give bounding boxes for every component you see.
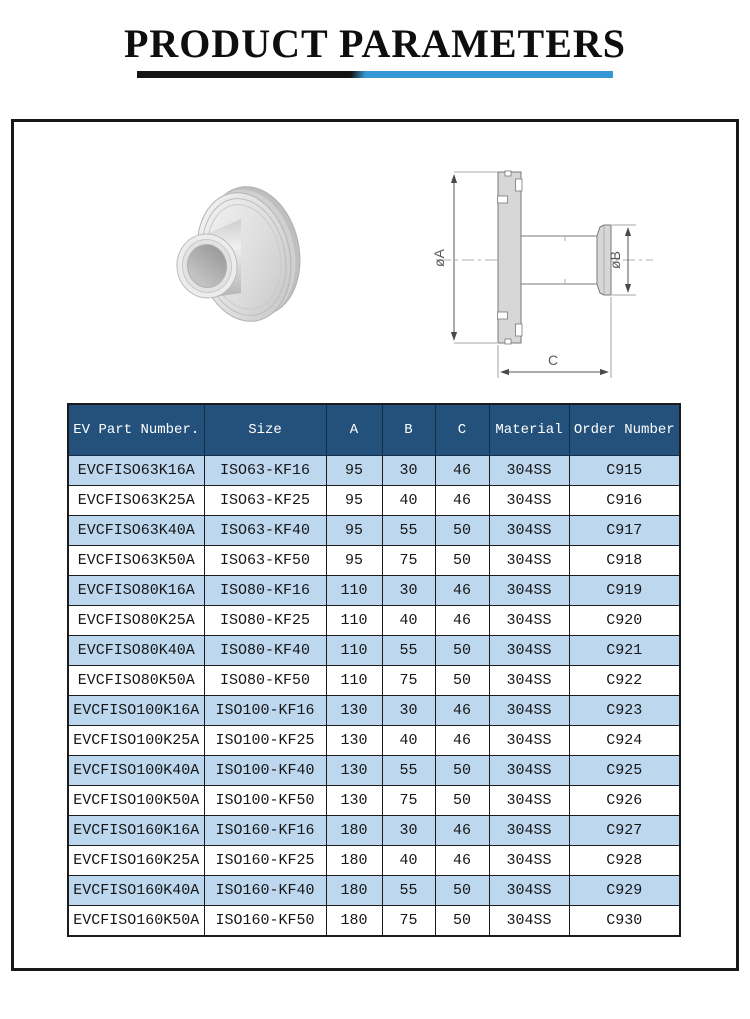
table-cell: C929 bbox=[569, 876, 680, 906]
iso-flange-plate bbox=[498, 171, 523, 344]
column-header: EV Part Number. bbox=[68, 404, 204, 456]
table-cell: 50 bbox=[435, 516, 489, 546]
table-cell: ISO63-KF25 bbox=[204, 486, 326, 516]
table-cell: 30 bbox=[382, 816, 435, 846]
table-cell: EVCFISO63K16A bbox=[68, 456, 204, 486]
table-cell: 50 bbox=[435, 636, 489, 666]
dimension-drawing bbox=[425, 148, 665, 398]
table-cell: 180 bbox=[326, 876, 382, 906]
table-cell: 50 bbox=[435, 546, 489, 576]
table-cell: 95 bbox=[326, 546, 382, 576]
column-header: Size bbox=[204, 404, 326, 456]
table-cell: 50 bbox=[435, 876, 489, 906]
table-cell: EVCFISO160K16A bbox=[68, 816, 204, 846]
table-cell: 304SS bbox=[489, 816, 569, 846]
table-cell: 110 bbox=[326, 666, 382, 696]
table-cell: 304SS bbox=[489, 546, 569, 576]
table-row bbox=[68, 786, 680, 816]
table-cell: C927 bbox=[569, 816, 680, 846]
table-cell: EVCFISO100K16A bbox=[68, 696, 204, 726]
table-cell: 46 bbox=[435, 606, 489, 636]
table-cell: 30 bbox=[382, 696, 435, 726]
table-row bbox=[68, 486, 680, 516]
table-cell: 304SS bbox=[489, 876, 569, 906]
table-cell: C916 bbox=[569, 486, 680, 516]
table-cell: 180 bbox=[326, 846, 382, 876]
table-cell: 110 bbox=[326, 606, 382, 636]
table-cell: 110 bbox=[326, 576, 382, 606]
table-row bbox=[68, 516, 680, 546]
table-cell: C928 bbox=[569, 846, 680, 876]
table-cell: C930 bbox=[569, 906, 680, 937]
table-cell: C917 bbox=[569, 516, 680, 546]
column-header: C bbox=[435, 404, 489, 456]
table-cell: 50 bbox=[435, 756, 489, 786]
table-cell: 75 bbox=[382, 666, 435, 696]
dim-b-label: øB bbox=[607, 251, 623, 269]
table-cell: C923 bbox=[569, 696, 680, 726]
table-cell: EVCFISO80K40A bbox=[68, 636, 204, 666]
table-cell: C925 bbox=[569, 756, 680, 786]
table-cell: 304SS bbox=[489, 486, 569, 516]
table-cell: 130 bbox=[326, 756, 382, 786]
table-row bbox=[68, 606, 680, 636]
table-cell: 304SS bbox=[489, 786, 569, 816]
table-cell: ISO63-KF40 bbox=[204, 516, 326, 546]
table-cell: 30 bbox=[382, 456, 435, 486]
table-cell: 46 bbox=[435, 486, 489, 516]
dim-c-label: C bbox=[547, 352, 559, 368]
title-block bbox=[0, 20, 750, 78]
table-cell: EVCFISO160K50A bbox=[68, 906, 204, 937]
table-cell: ISO63-KF16 bbox=[204, 456, 326, 486]
table-cell: ISO100-KF40 bbox=[204, 756, 326, 786]
table-cell: 304SS bbox=[489, 726, 569, 756]
table-body bbox=[68, 456, 680, 937]
table-cell: 95 bbox=[326, 456, 382, 486]
table-row bbox=[68, 816, 680, 846]
table-header-row bbox=[68, 404, 680, 456]
table-row bbox=[68, 756, 680, 786]
table-row bbox=[68, 456, 680, 486]
table-cell: 40 bbox=[382, 486, 435, 516]
dim-a-label: øA bbox=[431, 249, 447, 267]
table-row bbox=[68, 636, 680, 666]
table-cell: 95 bbox=[326, 516, 382, 546]
table-cell: 55 bbox=[382, 636, 435, 666]
table-cell: 46 bbox=[435, 816, 489, 846]
table-cell: 50 bbox=[435, 666, 489, 696]
table-cell: 55 bbox=[382, 516, 435, 546]
table-cell: 304SS bbox=[489, 516, 569, 546]
dim-a bbox=[454, 172, 497, 343]
table-row bbox=[68, 726, 680, 756]
table-cell: 50 bbox=[435, 786, 489, 816]
table-cell: ISO160-KF40 bbox=[204, 876, 326, 906]
table-cell: 304SS bbox=[489, 846, 569, 876]
table-cell: 75 bbox=[382, 546, 435, 576]
table-cell: 46 bbox=[435, 696, 489, 726]
table-cell: C918 bbox=[569, 546, 680, 576]
table-row bbox=[68, 696, 680, 726]
table-cell: C926 bbox=[569, 786, 680, 816]
table-row bbox=[68, 666, 680, 696]
table-cell: EVCFISO100K40A bbox=[68, 756, 204, 786]
table-cell: ISO100-KF16 bbox=[204, 696, 326, 726]
table-cell: EVCFISO80K16A bbox=[68, 576, 204, 606]
table-cell: EVCFISO63K40A bbox=[68, 516, 204, 546]
title-underline bbox=[137, 71, 613, 78]
table-cell: EVCFISO63K25A bbox=[68, 486, 204, 516]
table-cell: C920 bbox=[569, 606, 680, 636]
parameters-table bbox=[67, 403, 681, 937]
table-cell: 55 bbox=[382, 756, 435, 786]
table-row bbox=[68, 576, 680, 606]
table-cell: 46 bbox=[435, 846, 489, 876]
table-cell: ISO160-KF25 bbox=[204, 846, 326, 876]
table-cell: ISO80-KF50 bbox=[204, 666, 326, 696]
table-cell: 304SS bbox=[489, 756, 569, 786]
column-header: Order Number bbox=[569, 404, 680, 456]
table-cell: ISO80-KF25 bbox=[204, 606, 326, 636]
table-cell: 110 bbox=[326, 636, 382, 666]
table-cell: EVCFISO63K50A bbox=[68, 546, 204, 576]
table-cell: C919 bbox=[569, 576, 680, 606]
table-cell: C915 bbox=[569, 456, 680, 486]
table-row bbox=[68, 546, 680, 576]
table-cell: EVCFISO100K50A bbox=[68, 786, 204, 816]
table-cell: 304SS bbox=[489, 666, 569, 696]
table-cell: 75 bbox=[382, 786, 435, 816]
page-title: PRODUCT PARAMETERS bbox=[123, 21, 627, 66]
table-cell: ISO80-KF16 bbox=[204, 576, 326, 606]
table-cell: EVCFISO80K25A bbox=[68, 606, 204, 636]
table-cell: C924 bbox=[569, 726, 680, 756]
table-cell: 46 bbox=[435, 726, 489, 756]
column-header: Material bbox=[489, 404, 569, 456]
table-cell: ISO80-KF40 bbox=[204, 636, 326, 666]
product-photo bbox=[150, 160, 360, 360]
table-cell: 304SS bbox=[489, 636, 569, 666]
table-cell: 55 bbox=[382, 876, 435, 906]
table-cell: ISO100-KF50 bbox=[204, 786, 326, 816]
table-cell: C921 bbox=[569, 636, 680, 666]
table-cell: EVCFISO80K50A bbox=[68, 666, 204, 696]
table-cell: EVCFISO160K25A bbox=[68, 846, 204, 876]
table-cell: 304SS bbox=[489, 696, 569, 726]
table-row bbox=[68, 906, 680, 937]
table-cell: ISO160-KF50 bbox=[204, 906, 326, 937]
table-cell: 46 bbox=[435, 576, 489, 606]
table-cell: ISO160-KF16 bbox=[204, 816, 326, 846]
table-cell: 304SS bbox=[489, 576, 569, 606]
table-cell: 50 bbox=[435, 906, 489, 937]
table-cell: 130 bbox=[326, 726, 382, 756]
kf-tube bbox=[521, 236, 597, 284]
table-cell: 46 bbox=[435, 456, 489, 486]
table-cell: EVCFISO100K25A bbox=[68, 726, 204, 756]
column-header: A bbox=[326, 404, 382, 456]
table-cell: 75 bbox=[382, 906, 435, 937]
table-cell: 304SS bbox=[489, 906, 569, 937]
table-cell: 130 bbox=[326, 696, 382, 726]
table-cell: 40 bbox=[382, 606, 435, 636]
table-cell: 304SS bbox=[489, 456, 569, 486]
table-cell: 95 bbox=[326, 486, 382, 516]
table-cell: EVCFISO160K40A bbox=[68, 876, 204, 906]
table-cell: ISO63-KF50 bbox=[204, 546, 326, 576]
table-row bbox=[68, 846, 680, 876]
table-cell: 40 bbox=[382, 726, 435, 756]
table-cell: 180 bbox=[326, 906, 382, 937]
table-cell: 304SS bbox=[489, 606, 569, 636]
table-row bbox=[68, 876, 680, 906]
table-cell: 40 bbox=[382, 846, 435, 876]
table-cell: 30 bbox=[382, 576, 435, 606]
table-cell: 180 bbox=[326, 816, 382, 846]
table-cell: ISO100-KF25 bbox=[204, 726, 326, 756]
table-cell: 130 bbox=[326, 786, 382, 816]
table-cell: C922 bbox=[569, 666, 680, 696]
column-header: B bbox=[382, 404, 435, 456]
